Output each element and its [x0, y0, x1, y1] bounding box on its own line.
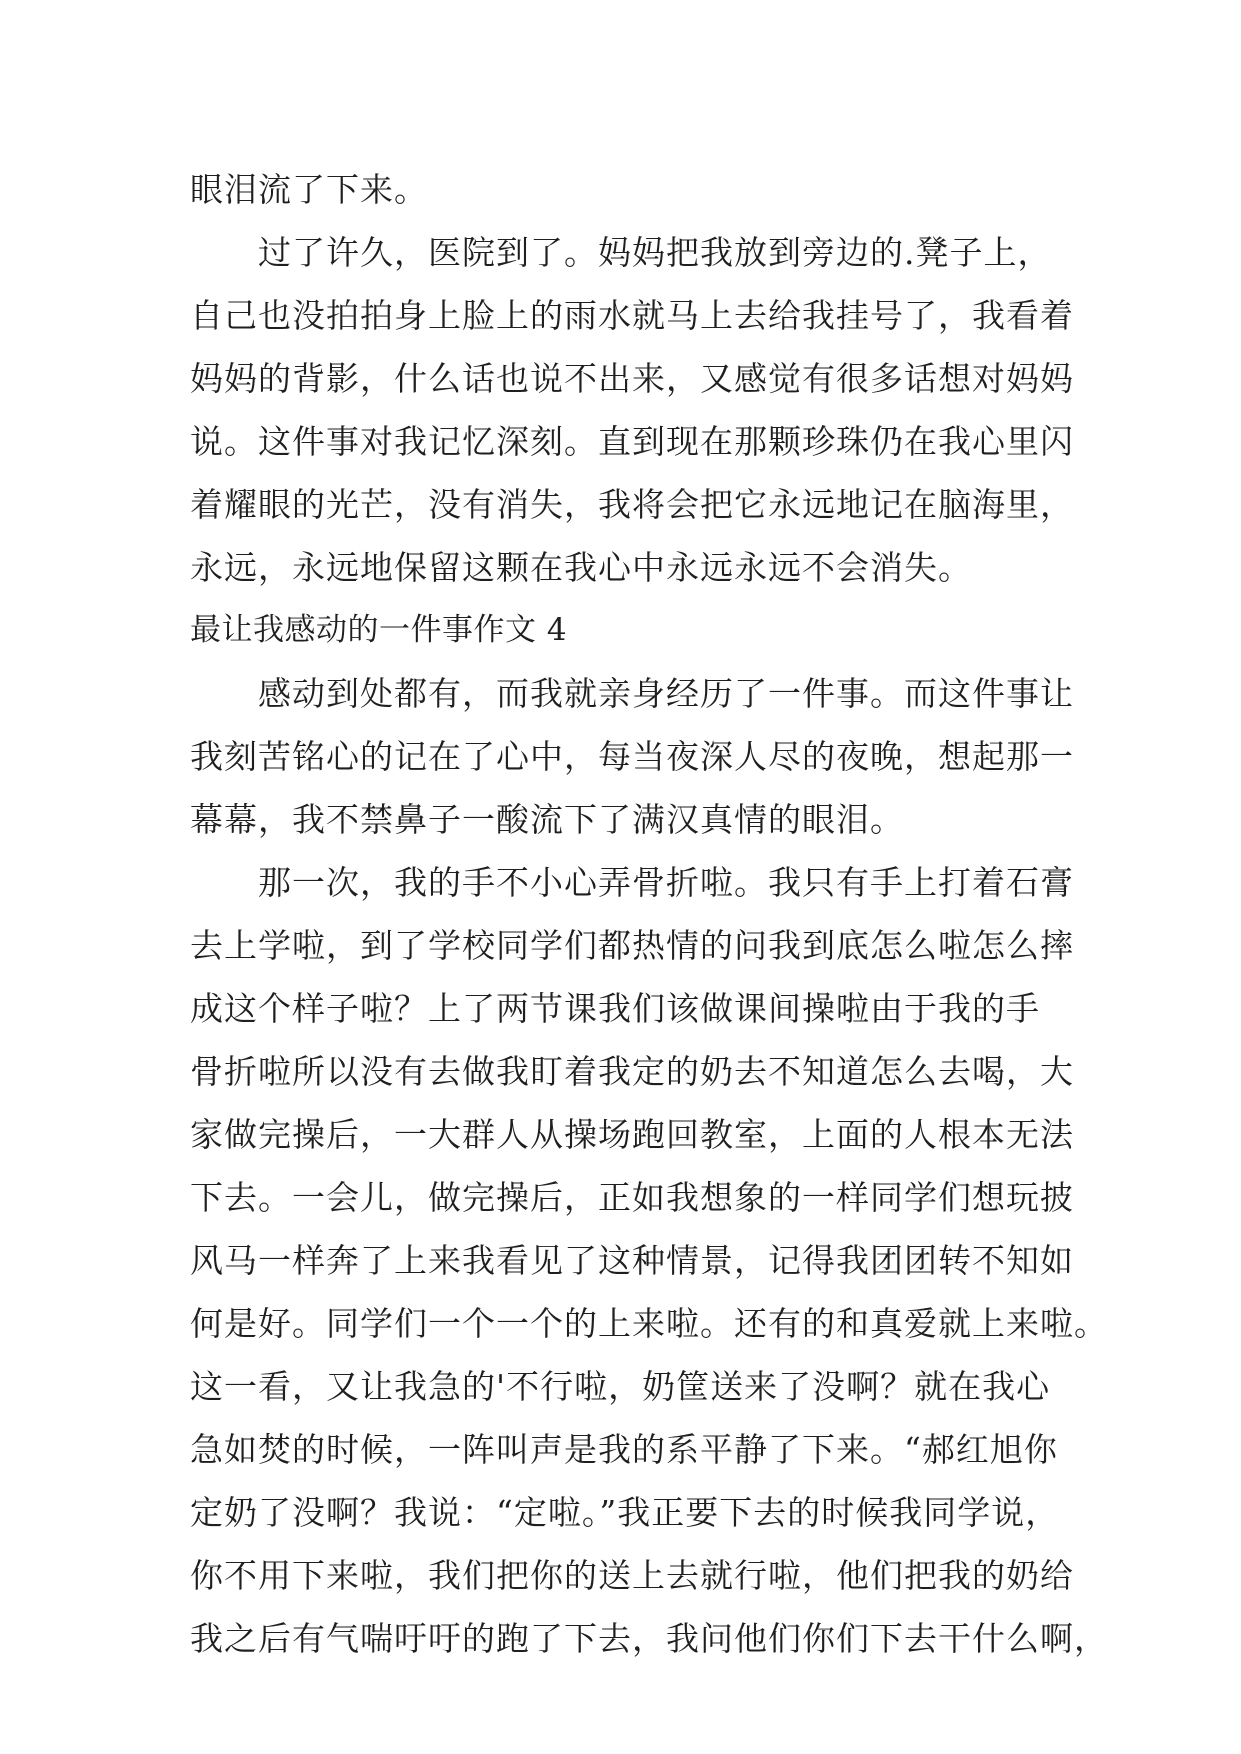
text-line: 风马一样奔了上来我看见了这种情景，记得我团团转不知如	[190, 1241, 1074, 1280]
paragraph-start-line: 那一次，我的手不小心弄骨折啦。我只有手上打着石膏	[258, 863, 1074, 902]
text-line: 你不用下来啦，我们把你的送上去就行啦，他们把我的奶给	[190, 1556, 1074, 1595]
text-line: 骨折啦所以没有去做我盯着我定的奶去不知道怎么去喝，大	[190, 1052, 1074, 1091]
text-line: 家做完操后，一大群人从操场跑回教室，上面的人根本无法	[190, 1115, 1074, 1154]
text-line: 急如焚的时候，一阵叫声是我的系平静了下来。“郝红旭你	[190, 1430, 1058, 1469]
section-heading: 最让我感动的一件事作文 4	[190, 612, 568, 648]
text-line: 妈妈的背影，什么话也说不出来，又感觉有很多话想对妈妈	[190, 359, 1074, 398]
text-line: 说。这件事对我记忆深刻。直到现在那颗珍珠仍在我心里闪	[190, 422, 1074, 461]
text-line: 我刻苦铭心的记在了心中，每当夜深人尽的夜晚，想起那一	[190, 737, 1074, 776]
text-line: 眼泪流了下来。	[190, 170, 428, 209]
paragraph-start-line: 过了许久，医院到了。妈妈把我放到旁边的.凳子上，	[258, 233, 1052, 272]
text-line: 定奶了没啊？我说：“定啦。”我正要下去的时候我同学说，	[190, 1493, 1060, 1532]
document-body	[190, 158, 1108, 1670]
text-line: 我之后有气喘吁吁的跑了下去，我问他们你们下去干什么啊，	[190, 1619, 1108, 1658]
text-line: 这一看，又让我急的'不行啦，奶筐送来了没啊？就在我心	[190, 1367, 1051, 1406]
text-line: 永远，永远地保留这颗在我心中永远永远不会消失。	[190, 548, 972, 587]
text-line: 着耀眼的光芒，没有消失，我将会把它永远地记在脑海里，	[190, 485, 1074, 524]
text-line: 下去。一会儿，做完操后，正如我想象的一样同学们想玩披	[190, 1178, 1074, 1217]
text-line: 何是好。同学们一个一个的上来啦。还有的和真爱就上来啦。	[190, 1304, 1108, 1343]
text-line: 自己也没拍拍身上脸上的雨水就马上去给我挂号了，我看着	[190, 296, 1074, 335]
text-line: 去上学啦，到了学校同学们都热情的问我到底怎么啦怎么摔	[190, 926, 1074, 965]
paragraph-start-line: 感动到处都有，而我就亲身经历了一件事。而这件事让	[258, 674, 1074, 713]
text-line: 成这个样子啦？上了两节课我们该做课间操啦由于我的手	[190, 989, 1040, 1028]
text-line: 幕幕，我不禁鼻子一酸流下了满汉真情的眼泪。	[190, 800, 904, 839]
